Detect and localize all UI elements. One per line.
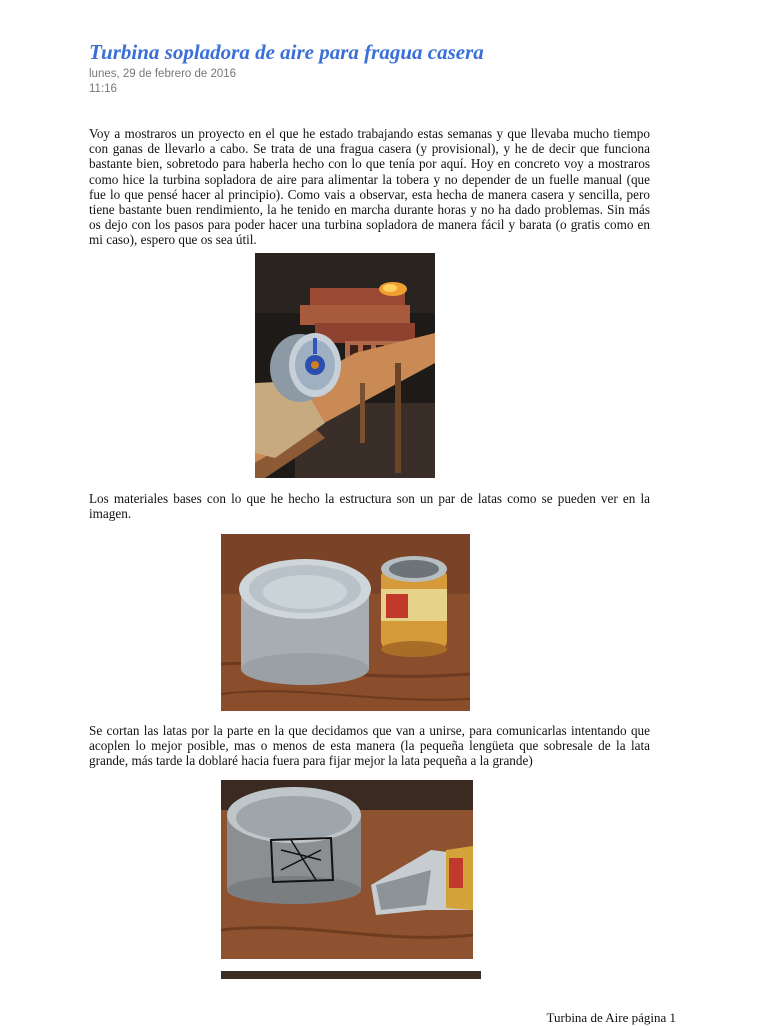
post-title: Turbina sopladora de aire para fragua casera [89, 40, 484, 64]
cutting-paragraph: Se cortan las latas por la parte en la que decidamos que van a unirse, para comunicarlas intentando que acoplen lo mejor posible, mas o menos de esta manera (la pequeña lengüeta que sobresale de la lata grande, más tarde la doblaré hacia fuera para fijar mejor la lata pequeña a la grande) [89, 723, 650, 769]
cut-cans-photo [221, 780, 473, 959]
page-footer: Turbina de Aire página 1 [546, 1010, 676, 1025]
intro-paragraph: Voy a mostraros un proyecto en el que he estado trabajando estas semanas y que llevaba mucho tiempo con ganas de llevarlo a cabo. Se trata de una fragua casera (y provisional), y he de decir que funciona bastante bien, sobretodo para haberla hecho con lo que tenía por aquí. Hoy en concreto voy a mostraros como hice la turbina sopladora de aire para alimentar la tobera y no depender de un fuelle manual (que fue lo que pensé hacer al principio). Como vais a observar, esta hecha de manera casera y sencilla, pero tiene bastante buen rendimiento, la he tenido en marcha durante horas y no ha dado problemas. Sin más os dejo con los pasos para poder hacer una turbina sopladora de manera fácil y barata (o gratis como en mi caso), espero que os sea útil. [89, 126, 650, 248]
post-date: lunes, 29 de febrero de 2016 [89, 68, 237, 80]
materials-paragraph: Los materiales bases con lo que he hecho la estructura son un par de latas como se pueden ver en la imagen. [89, 491, 650, 522]
cans-photo [221, 534, 470, 711]
turbine-photo [255, 253, 435, 478]
post-time: 11:16 [89, 83, 117, 95]
next-photo [221, 971, 481, 979]
